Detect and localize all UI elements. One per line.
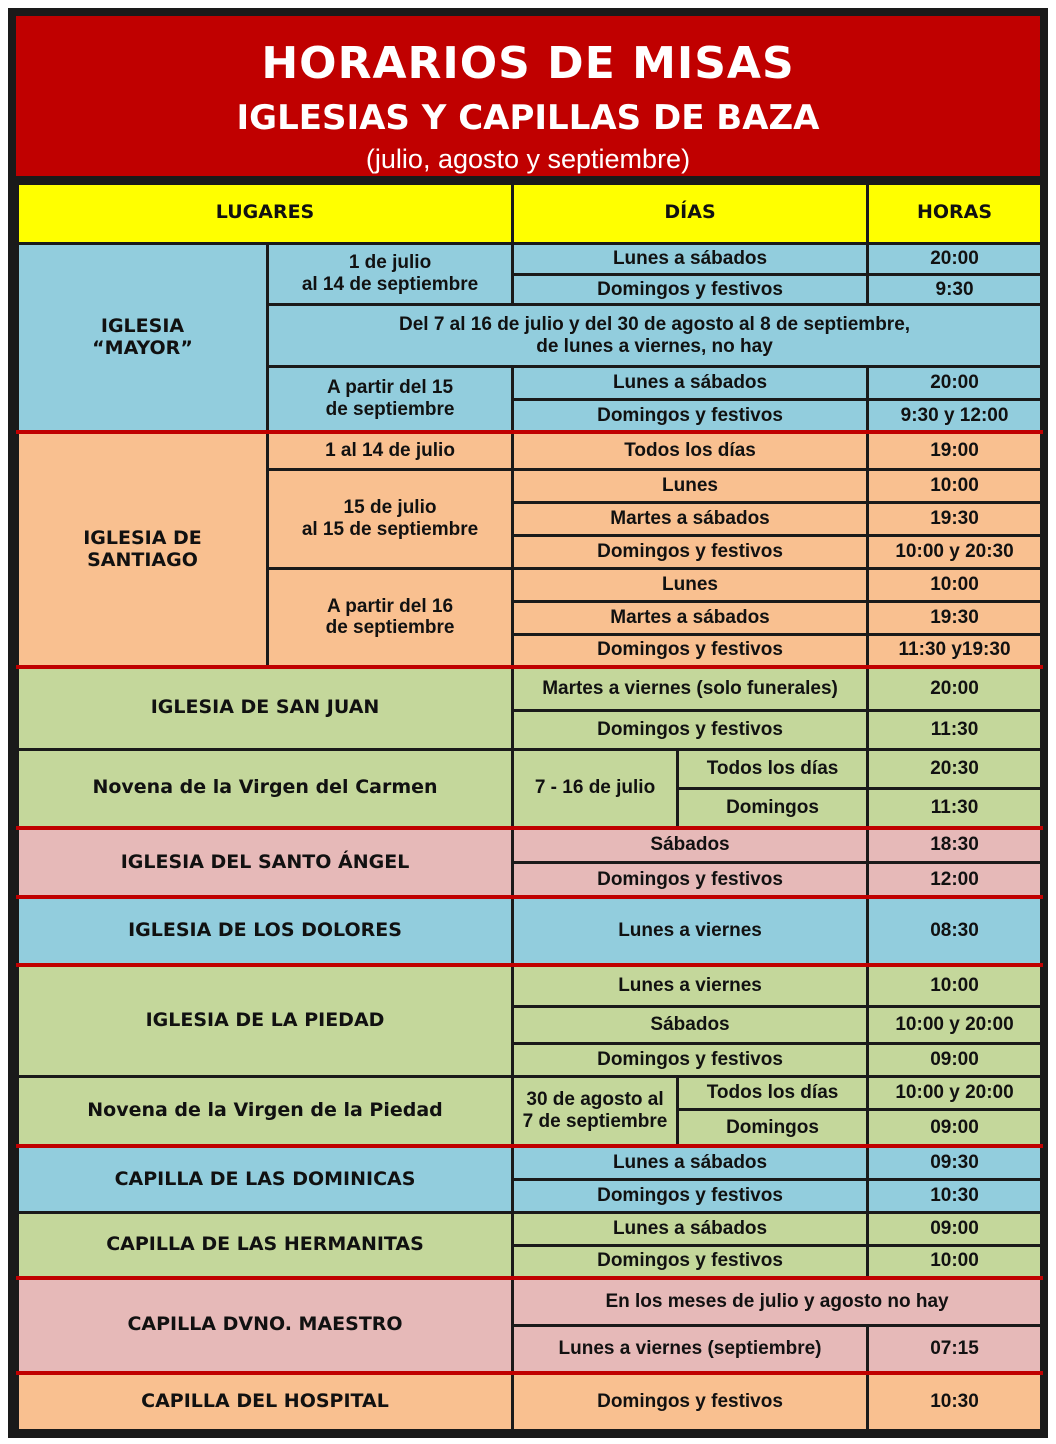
days-cell: Lunes a sábados <box>513 1212 868 1245</box>
hours-cell: 20:30 <box>868 749 1042 788</box>
subtitle: IGLESIAS Y CAPILLAS DE BAZA <box>236 98 820 138</box>
days-cell: Martes a sábados <box>513 601 868 634</box>
days-cell: Lunes a viernes (septiembre) <box>513 1325 868 1372</box>
table-header-row <box>18 184 1042 244</box>
table-row <box>18 667 1042 710</box>
days-cell: Lunes a sábados <box>513 243 868 274</box>
hours-cell: 12:00 <box>868 862 1042 897</box>
place-la-piedad: IGLESIA DE LA PIEDAD <box>18 965 513 1076</box>
days-cell: Domingos y festivos <box>513 1044 868 1077</box>
days-cell: Lunes <box>513 568 868 601</box>
hours-cell: 19:30 <box>868 601 1042 634</box>
days-cell: Domingos <box>678 1109 868 1146</box>
hours-cell: 10:00 <box>868 568 1042 601</box>
table-row <box>18 1212 1042 1245</box>
place-divino-maestro: CAPILLA DVNO. MAESTRO <box>18 1278 513 1373</box>
hours-cell: 10:00 y 20:00 <box>868 1076 1042 1109</box>
period-cell: A partir del 16 de septiembre <box>268 568 513 667</box>
days-cell: Domingos <box>678 788 868 827</box>
days-cell: Domingos y festivos <box>513 634 868 667</box>
days-cell: Domingos y festivos <box>513 274 868 305</box>
note-cell: Del 7 al 16 de julio y del 30 de agosto al 8 de septiembre, de lunes a viernes, no hay <box>268 305 1042 367</box>
hours-cell: 20:00 <box>868 667 1042 710</box>
period-cell: 1 de julio al 14 de septiembre <box>268 243 513 305</box>
hours-cell: 20:00 <box>868 243 1042 274</box>
hours-cell: 19:30 <box>868 502 1042 535</box>
hours-cell: 10:30 <box>868 1179 1042 1212</box>
days-cell: Domingos y festivos <box>513 1179 868 1212</box>
days-cell: Sábados <box>513 1006 868 1043</box>
hours-cell: 20:00 <box>868 367 1042 400</box>
table-row <box>18 432 1042 469</box>
hours-cell: 08:30 <box>868 897 1042 965</box>
place-iglesia-san-juan: IGLESIA DE SAN JUAN <box>18 667 513 749</box>
days-cell: Martes a viernes (solo funerales) <box>513 667 868 710</box>
hours-cell: 18:30 <box>868 828 1042 863</box>
period-cell: A partir del 15 de septiembre <box>268 367 513 433</box>
place-iglesia-santiago: IGLESIA DE SANTIAGO <box>18 432 268 667</box>
hours-cell: 10:00 y 20:00 <box>868 1006 1042 1043</box>
hours-cell: 19:00 <box>868 432 1042 469</box>
hours-cell: 09:00 <box>868 1109 1042 1146</box>
days-cell: Sábados <box>513 828 868 863</box>
hours-cell: 10:00 <box>868 965 1042 1006</box>
place-los-dolores: IGLESIA DE LOS DOLORES <box>18 897 513 965</box>
hours-cell: 11:30 <box>868 788 1042 827</box>
table-row <box>18 1373 1042 1431</box>
days-cell: Domingos y festivos <box>513 400 868 433</box>
period-cell: 30 de agosto al 7 de septiembre <box>513 1076 678 1146</box>
period-cell: 7 - 16 de julio <box>513 749 678 827</box>
hours-cell: 09:30 <box>868 1146 1042 1179</box>
note-cell: En los meses de julio y agosto no hay <box>513 1278 1042 1325</box>
table-row <box>18 243 1042 274</box>
period-cell: 15 de julio al 15 de septiembre <box>268 469 513 568</box>
header-hours: HORAS <box>868 184 1042 244</box>
place-hospital: CAPILLA DEL HOSPITAL <box>18 1373 513 1431</box>
days-cell: Domingos y festivos <box>513 862 868 897</box>
period-cell: 1 al 14 de julio <box>268 432 513 469</box>
days-cell: Domingos y festivos <box>513 710 868 749</box>
days-cell: Todos los días <box>678 749 868 788</box>
hours-cell: 10:00 <box>868 469 1042 502</box>
table-row <box>18 965 1042 1006</box>
days-cell: Todos los días <box>513 432 868 469</box>
days-cell: Martes a sábados <box>513 502 868 535</box>
hours-cell: 09:00 <box>868 1212 1042 1245</box>
title-banner <box>16 16 1040 176</box>
hours-cell: 10:30 <box>868 1373 1042 1431</box>
place-hermanitas: CAPILLA DE LAS HERMANITAS <box>18 1212 513 1278</box>
days-cell: Lunes a viernes <box>513 897 868 965</box>
place-santo-angel: IGLESIA DEL SANTO ÁNGEL <box>18 828 513 898</box>
header-days: DÍAS <box>513 184 868 244</box>
main-title: HORARIOS DE MISAS <box>261 38 795 89</box>
days-cell: Lunes a sábados <box>513 367 868 400</box>
hours-cell: 07:15 <box>868 1325 1042 1372</box>
days-cell: Domingos y festivos <box>513 1245 868 1278</box>
days-cell: Lunes a sábados <box>513 1146 868 1179</box>
days-cell: Todos los días <box>678 1076 868 1109</box>
place-dominicas: CAPILLA DE LAS DOMINICAS <box>18 1146 513 1212</box>
place-novena-piedad: Novena de la Virgen de la Piedad <box>18 1076 513 1146</box>
days-cell: Domingos y festivos <box>513 1373 868 1431</box>
hours-cell: 09:00 <box>868 1044 1042 1077</box>
hours-cell: 9:30 <box>868 274 1042 305</box>
place-novena-carmen: Novena de la Virgen del Carmen <box>18 749 513 827</box>
table-row <box>18 897 1042 965</box>
days-cell: Lunes a viernes <box>513 965 868 1006</box>
table-row <box>18 1278 1042 1325</box>
hours-cell: 11:30 <box>868 710 1042 749</box>
header-places: LUGARES <box>18 184 513 244</box>
days-cell: Lunes <box>513 469 868 502</box>
period-caption: (julio, agosto y septiembre) <box>365 144 691 174</box>
hours-cell: 11:30 y19:30 <box>868 634 1042 667</box>
hours-cell: 10:00 y 20:30 <box>868 535 1042 568</box>
mass-schedule-table <box>16 182 1043 1432</box>
hours-cell: 9:30 y 12:00 <box>868 400 1042 433</box>
table-row <box>18 1076 1042 1109</box>
place-iglesia-mayor: IGLESIA “MAYOR” <box>18 243 268 432</box>
days-cell: Domingos y festivos <box>513 535 868 568</box>
table-row <box>18 749 1042 788</box>
table-row <box>18 828 1042 863</box>
table-row <box>18 1146 1042 1179</box>
hours-cell: 10:00 <box>868 1245 1042 1278</box>
